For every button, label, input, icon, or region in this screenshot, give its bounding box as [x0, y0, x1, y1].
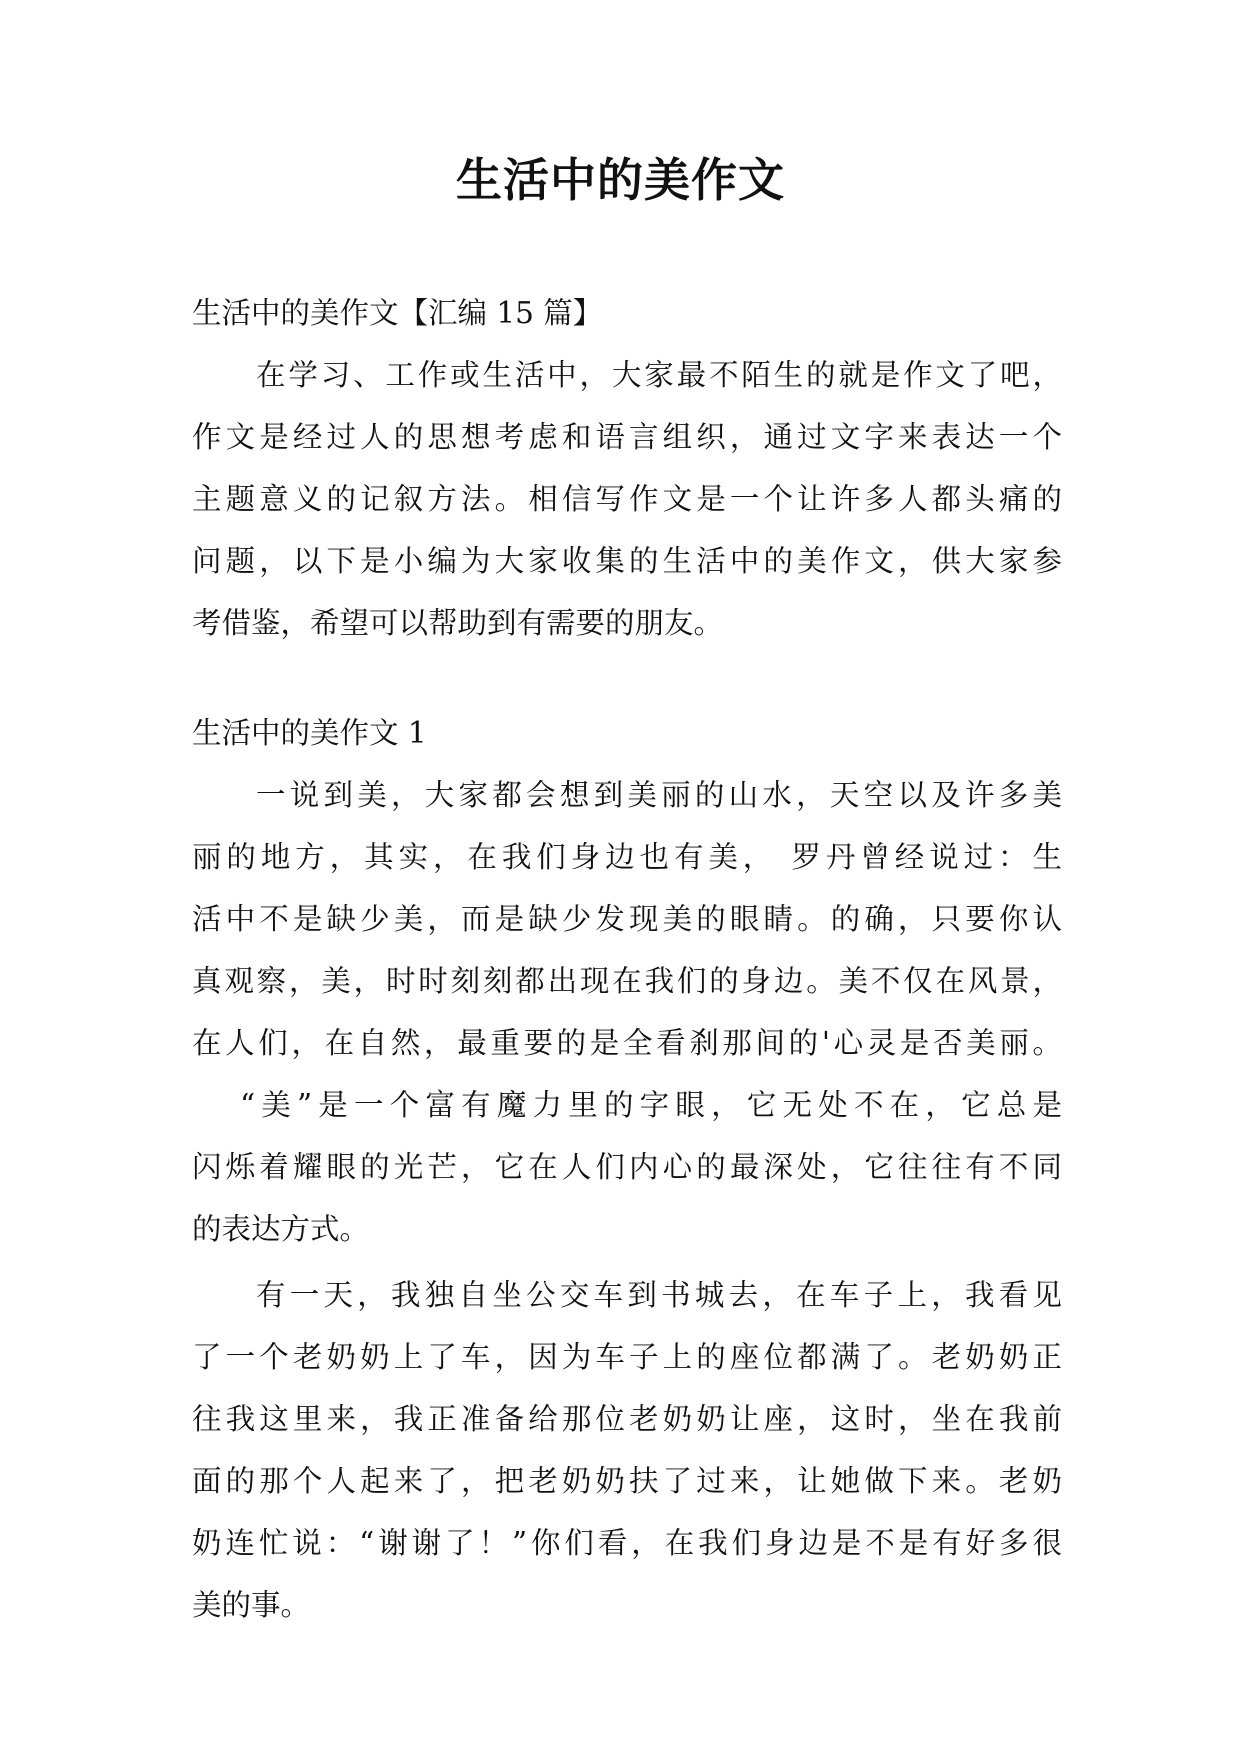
document-title: 生活中的美作文	[456, 153, 785, 207]
paragraph-line: 一说到美，大家都会想到美丽的山水，天空以及许多美	[256, 778, 1062, 812]
essay-paragraph	[192, 764, 1062, 1074]
paragraph-line: 的表达方式。	[192, 1212, 370, 1246]
paragraph-line: 面的那个人起来了，把老奶奶扶了过来，让她做下来。老奶	[192, 1464, 1062, 1498]
paragraph-line: 闪烁着耀眼的光芒，它在人们内心的最深处，它往往有不同	[192, 1150, 1062, 1184]
paragraph-line: 奶连忙说：“谢谢了！”你们看，在我们身边是不是有好多很	[192, 1526, 1062, 1560]
essay-paragraph	[192, 1264, 1062, 1636]
essay-heading: 生活中的美作文 1	[192, 716, 427, 750]
subtitle: 生活中的美作文【汇编 15 篇】	[192, 296, 603, 330]
paragraph-line: 问题，以下是小编为大家收集的生活中的美作文，供大家参	[192, 544, 1062, 578]
section-spacer	[192, 654, 1062, 702]
paragraph-line: 真观察，美，时时刻刻都出现在我们的身边。美不仅在风景，	[192, 964, 1062, 998]
essay-paragraph	[192, 1074, 1062, 1260]
paragraph-line: 在人们，在自然，最重要的是全看刹那间的'心灵是否美丽。	[192, 1026, 1062, 1060]
paragraph-line: 作文是经过人的思想考虑和语言组织，通过文字来表达一个	[192, 420, 1062, 454]
paragraph-line: 在学习、工作或生活中，大家最不陌生的就是作文了吧，	[256, 358, 1062, 392]
paragraph-line: 了一个老奶奶上了车，因为车子上的座位都满了。老奶奶正	[192, 1340, 1062, 1374]
paragraph-line: 丽的地方，其实，在我们身边也有美， 罗丹曾经说过：生	[192, 840, 1062, 874]
paragraph-line: 活中不是缺少美，而是缺少发现美的眼睛。的确，只要你认	[192, 902, 1062, 936]
paragraph-line: 美的事。	[192, 1588, 311, 1622]
paragraph-line: “美”是一个富有魔力里的字眼，它无处不在，它总是	[240, 1088, 1062, 1122]
paragraph-line: 主题意义的记叙方法。相信写作文是一个让许多人都头痛的	[192, 482, 1062, 516]
paragraph-line: 往我这里来，我正准备给那位老奶奶让座，这时，坐在我前	[192, 1402, 1062, 1436]
intro-paragraph	[192, 344, 1062, 654]
paragraph-line: 考借鉴，希望可以帮助到有需要的朋友。	[192, 606, 724, 640]
document-body	[192, 282, 1062, 1636]
paragraph-line: 有一天，我独自坐公交车到书城去，在车子上，我看见	[256, 1278, 1062, 1312]
